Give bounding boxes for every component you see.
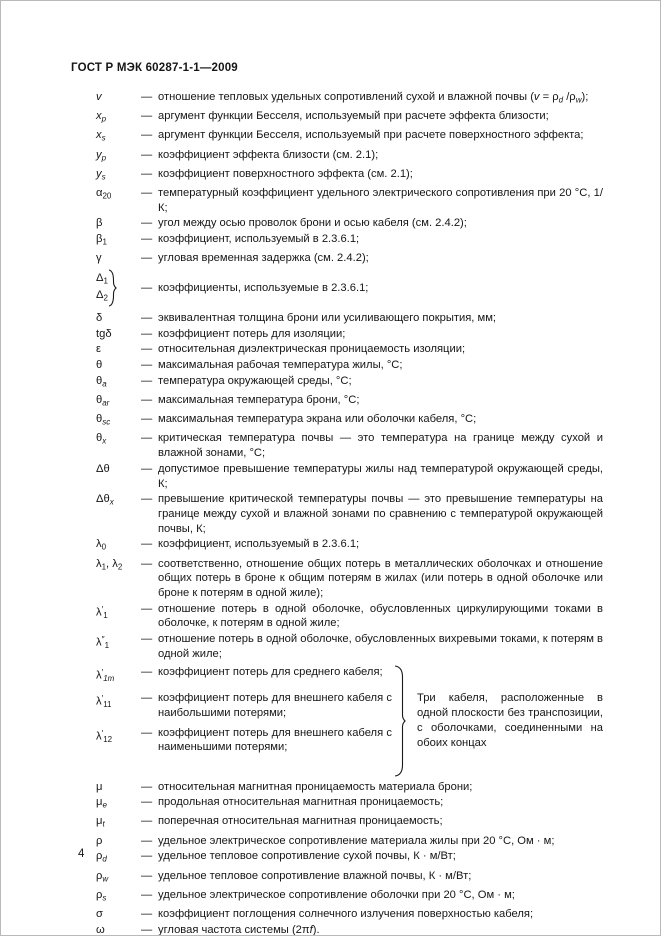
entry-dash: — xyxy=(141,187,153,200)
symbol-entry xyxy=(96,691,392,720)
entry-dash: — xyxy=(141,281,153,294)
entry-dash: — xyxy=(141,538,153,551)
symbol-entry xyxy=(96,834,603,849)
entry-definition: критическая температура почвы — это температура на границе между сухой и влажной зонами, °C; xyxy=(158,432,603,460)
entry-symbol: $\lambda_0$ xyxy=(96,538,107,552)
entry-symbol: $\rho_s$ xyxy=(96,888,107,903)
entry-definition: температура окружающей среды, °C; xyxy=(158,374,352,387)
entry-symbol: $\mu_t$ xyxy=(96,815,105,829)
symbol-entry xyxy=(96,251,603,266)
entry-dash: — xyxy=(141,327,153,340)
symbol-entry xyxy=(96,311,603,326)
group-brace-wrap xyxy=(392,665,408,777)
entry-definition: отношение потерь в одной оболочке, обусловленных циркулирующими токами в оболочке, к потерям в одной жиле; xyxy=(158,602,603,630)
entry-symbol: $\theta_a$ xyxy=(96,374,107,389)
entry-definition: соответственно, отношение общих потерь в металлических оболочках и отношение общих потерь в броне к общим потерям в жилах (или потерь в одной оболочке или броне к потерям в одной жиле); xyxy=(158,557,603,599)
entry-symbol: γ xyxy=(96,252,102,265)
symbol-entry xyxy=(96,393,603,411)
page-number: 4 xyxy=(78,848,85,860)
entry-symbol xyxy=(96,269,141,307)
symbol-entry xyxy=(96,869,603,887)
entry-definition: коэффициенты, используемые в 2.3.6.1; xyxy=(158,281,369,294)
entry-dash: — xyxy=(141,110,153,123)
entry-symbol: β xyxy=(96,217,103,230)
entry-symbol: $x_s$ xyxy=(96,129,106,143)
symbol-entry xyxy=(96,849,603,867)
entry-symbol: δ xyxy=(96,312,103,325)
entry-definition: коэффициент потерь для внешнего кабеля с наибольшими потерями; xyxy=(158,692,392,719)
entry-symbol: $\rho_d$ xyxy=(96,850,107,864)
entry-symbol: $x_p$ xyxy=(96,110,107,124)
entry-symbol: μ xyxy=(96,780,103,793)
symbol-entry xyxy=(96,923,603,936)
entry-definition: угловая частота системы (2πf). xyxy=(158,923,320,936)
entry-definition: поперечная относительная магнитная проницаемость; xyxy=(158,815,443,828)
entry-dash: — xyxy=(141,888,153,901)
entry-dash: — xyxy=(141,374,153,387)
symbol-entry xyxy=(96,374,603,392)
symbol-entry xyxy=(96,148,603,166)
entry-dash: — xyxy=(141,217,153,230)
entry-definition: удельное электрическое сопротивление оболочки при 20 °C, Ом · м; xyxy=(158,888,515,901)
entry-symbol: $\lambda''_1$ xyxy=(96,634,110,651)
symbol-entry xyxy=(96,814,603,832)
entry-dash: — xyxy=(141,796,153,809)
entry-symbol: $\lambda'_1$ xyxy=(96,603,108,620)
entry-dash: — xyxy=(141,815,153,828)
symbol-entry xyxy=(96,665,392,687)
entry-definition: отношение потерь в одной оболочке, обусловленных вихревыми токами, к потерям в одной жиле; xyxy=(158,633,603,660)
entry-dash: — xyxy=(141,665,153,678)
entry-dash: — xyxy=(141,557,153,570)
group-entries xyxy=(96,665,392,777)
symbol-entry xyxy=(96,90,603,108)
entry-dash: — xyxy=(141,359,153,372)
entry-definition: коэффициент, используемый в 2.3.6.1; xyxy=(158,538,360,551)
entry-symbol: ρ xyxy=(96,834,103,847)
symbol-entry xyxy=(96,412,603,430)
entry-symbol: $\mu_e$ xyxy=(96,796,107,810)
entry-definition: максимальная температура экрана или оболочки кабеля, °C; xyxy=(158,413,477,426)
symbol-list xyxy=(96,90,603,936)
entry-definition: относительная магнитная проницаемость материала брони; xyxy=(158,780,473,793)
entry-definition: эквивалентная толщина брони или усиливающего покрытия, мм; xyxy=(158,312,496,325)
symbol-entry xyxy=(96,780,603,795)
entry-definition: максимальная температура брони, °C; xyxy=(158,394,360,407)
symbol-entry xyxy=(96,186,603,215)
entry-definition: превышение критической температуры почвы — это превышение температуры на границе между сухой и влажной зонами по сравнению с температурой окружающей почвы, К; xyxy=(158,493,603,535)
entry-dash: — xyxy=(141,834,153,847)
entry-dash: — xyxy=(141,413,153,426)
entry-dash: — xyxy=(141,850,153,863)
symbol-entry xyxy=(96,109,603,127)
symbol-entry xyxy=(96,632,603,661)
entry-definition: коэффициент эффекта близости (см. 2.1); xyxy=(158,148,379,161)
entry-symbol: $\theta_x$ xyxy=(96,432,107,446)
entry-symbol: $\rho_w$ xyxy=(96,869,109,884)
entry-symbol: $\lambda'_{11}$ xyxy=(96,693,112,710)
symbol-entry xyxy=(96,216,603,231)
pair-brace-icon xyxy=(108,269,117,307)
entry-symbol: σ xyxy=(96,907,103,920)
entry-definition: продольная относительная магнитная проницаемость; xyxy=(158,796,444,809)
entry-dash: — xyxy=(141,312,153,325)
entry-symbol: $\lambda_1$, $\lambda_2$ xyxy=(96,557,123,572)
entry-dash: — xyxy=(141,780,153,793)
symbol-entry xyxy=(96,888,603,906)
entry-definition: удельное тепловое сопротивление сухой почвы, К · м/Вт; xyxy=(158,850,456,863)
symbol-entry xyxy=(96,907,603,922)
symbol-entry xyxy=(96,342,603,357)
entry-definition: максимальная рабочая температура жилы, °C; xyxy=(158,359,403,372)
entry-symbol: $\beta_1$ xyxy=(96,233,107,247)
symbol-entry xyxy=(96,795,603,813)
entry-symbol: θ xyxy=(96,359,103,372)
entry-dash: — xyxy=(141,233,153,246)
entry-dash: — xyxy=(141,462,153,475)
symbol-entry xyxy=(96,557,603,601)
group-brace-icon xyxy=(394,665,406,777)
group-note: Три кабеля, расположенные в одной плоскости без транспозиции, с оболочками, соединенными на обоих концах xyxy=(417,691,603,749)
entry-definition: коэффициент поверхностного эффекта (см. 2.1); xyxy=(158,167,413,180)
entry-dash: — xyxy=(141,907,153,920)
entry-definition: удельное тепловое сопротивление влажной почвы, К · м/Вт; xyxy=(158,869,472,882)
three-cable-group xyxy=(96,665,603,777)
symbol-entry xyxy=(96,128,603,146)
entry-definition: угол между осью проволок брони и осью кабеля (см. 2.4.2); xyxy=(158,217,467,230)
symbol-entry xyxy=(96,462,603,491)
symbol-entry xyxy=(96,327,603,342)
entry-definition: температурный коэффициент удельного электрического сопротивления при 20 °C, 1/К; xyxy=(158,187,603,214)
entry-definition: относительная диэлектрическая проницаемость изоляции; xyxy=(158,343,466,356)
entry-symbol: ε xyxy=(96,343,101,356)
entry-symbol: $y_p$ xyxy=(96,148,107,163)
entry-definition: аргумент функции Бесселя, используемый при расчете эффекта близости; xyxy=(158,110,549,123)
entry-dash: — xyxy=(141,493,153,506)
document-header: ГОСТ Р МЭК 60287-1-1—2009 xyxy=(71,62,238,74)
symbol-entry xyxy=(96,726,392,755)
entry-definition: отношение тепловых удельных сопротивлений сухой и влажной почвы ($v = \rho_d$ $/\rho_w$); xyxy=(158,91,589,105)
entry-dash: — xyxy=(141,129,153,142)
symbol-entry xyxy=(96,602,603,631)
entry-symbol: v xyxy=(96,91,102,103)
symbol-entry xyxy=(96,537,603,555)
entry-dash: — xyxy=(141,394,153,407)
entry-definition: коэффициент, используемый в 2.3.6.1; xyxy=(158,233,360,246)
entry-dash: — xyxy=(141,923,153,936)
entry-symbol: $y_s$ xyxy=(96,167,106,182)
symbol-entry-pair xyxy=(96,269,603,307)
symbol-entry xyxy=(96,167,603,185)
entry-symbol: $\theta_{ar}$ xyxy=(96,394,110,408)
entry-symbol: ω xyxy=(96,923,105,936)
entry-definition: угловая временная задержка (см. 2.4.2); xyxy=(158,252,369,265)
entry-dash: — xyxy=(141,252,153,265)
entry-dash: — xyxy=(141,602,153,615)
entry-dash: — xyxy=(141,869,153,882)
entry-dash: — xyxy=(141,633,153,646)
symbol-entry xyxy=(96,431,603,460)
entry-definition: аргумент функции Бесселя, используемый при расчете поверхностного эффекта; xyxy=(158,129,584,142)
entry-symbol: $\lambda'_{1m}$ xyxy=(96,666,115,683)
entry-definition: коэффициент потерь для изоляции; xyxy=(158,327,346,340)
entry-definition: коэффициент поглощения солнечного излучения поверхностью кабеля; xyxy=(158,907,534,920)
entry-dash: — xyxy=(141,91,153,103)
symbol-entry xyxy=(96,232,603,250)
symbol-entry xyxy=(96,492,603,536)
entry-definition: коэффициент потерь для внешнего кабеля с наименьшими потерями; xyxy=(158,726,392,754)
entry-dash: — xyxy=(141,343,153,356)
entry-symbol: Δθ xyxy=(96,462,110,475)
entry-dash: — xyxy=(141,692,153,705)
entry-symbol: tgδ xyxy=(96,327,112,340)
entry-dash: — xyxy=(141,148,153,161)
entry-symbol: $\theta_{sc}$ xyxy=(96,413,111,427)
entry-dash: — xyxy=(141,726,153,739)
entry-definition: удельное электрическое сопротивление материала жилы при 20 °C, Ом · м; xyxy=(158,834,555,847)
entry-dash: — xyxy=(141,167,153,180)
entry-symbol: $\alpha_{20}$ xyxy=(96,187,112,201)
symbol-entry xyxy=(96,358,603,373)
entry-symbol: $\Delta\theta_x$ xyxy=(96,493,114,507)
pair-symbols: $\Delta_1$ $\Delta_2$ xyxy=(96,271,108,303)
entry-dash: — xyxy=(141,432,153,445)
entry-definition: коэффициент потерь для среднего кабеля; xyxy=(158,665,383,678)
entry-symbol: $\lambda'_{12}$ xyxy=(96,727,113,744)
entry-definition: допустимое превышение температуры жилы над температурой окружающей среды, К; xyxy=(158,462,603,490)
